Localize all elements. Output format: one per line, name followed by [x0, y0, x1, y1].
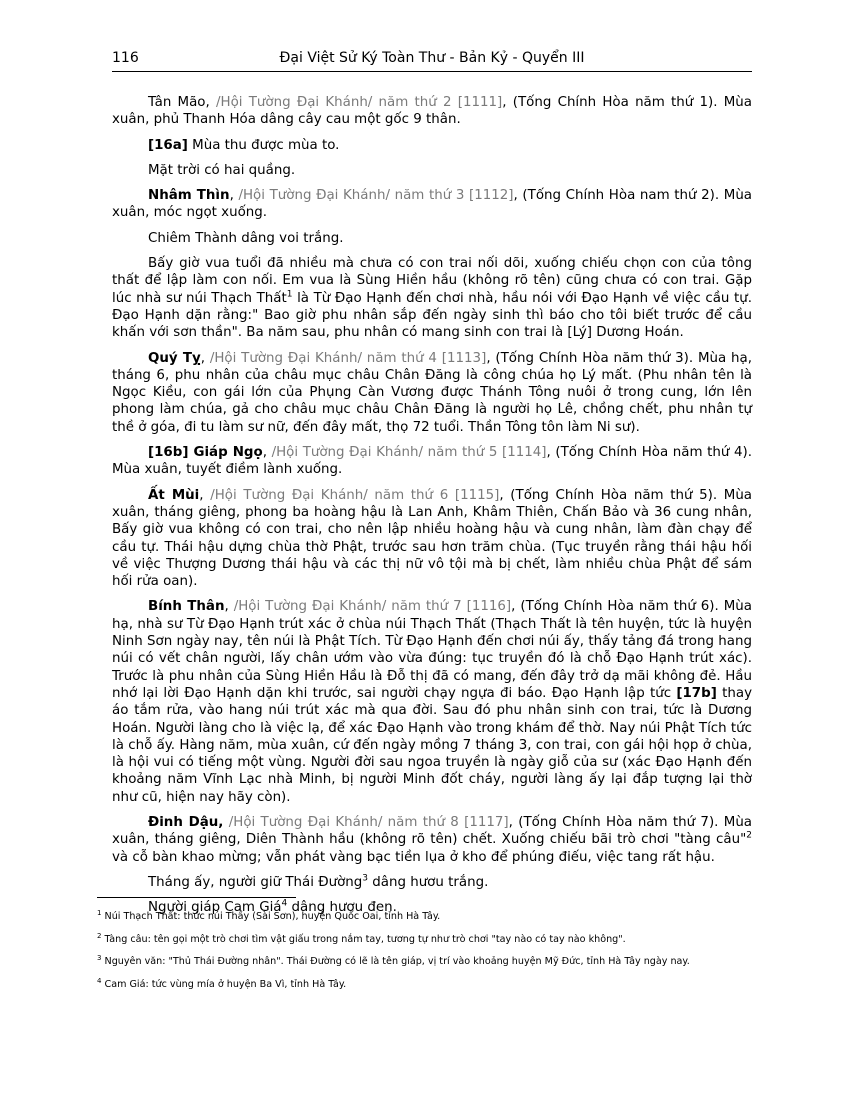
reign-era: /Hội Tường Đại Khánh/ năm thứ 3 [1112] [238, 188, 514, 204]
bold-heading: [16b] Giáp Ngọ [148, 445, 263, 461]
paragraph [112, 187, 752, 222]
paragraph [112, 874, 752, 891]
bold-heading: Bính Thân [148, 599, 225, 615]
bold-heading: Ất Mùi [148, 487, 200, 503]
bold-heading: [16a] [148, 137, 188, 153]
footnote-text: Cam Giá: tức vùng mía ở huyện Ba Vì, tỉnh Hà Tây. [101, 978, 347, 990]
paragraph [112, 350, 752, 436]
text-run: Chiêm Thành dâng voi trắng. [148, 230, 344, 246]
text-run: Bấy giờ vua tuổi đã nhiều mà chưa có con trai nối dõi, xuống chiếu chọn con của tông thất để lập làm con nối. Em vua là Sùng Hiền hầu (không rõ tên) cũng chưa có con trai. Gặp lúc nhà sư núi Thạch Thất [112, 256, 752, 306]
bold-heading: [17b] [676, 685, 717, 701]
text-run: , (Tống Chính Hòa năm thứ 5). Mùa xuân, tháng giêng, phong ba hoàng hậu là Lan Anh, Khâm Thiên, Chấn Bảo và 36 cung nhân, Bấy giờ vua không có con trai, cho nên lập nhiều hoàng hậu và cung nhân, làm đàn chạy để cầu tự. Thái hậu dựng chùa thờ Phật, trước sau hơn trăm chùa. (Tục truyền rằng thái hậu hối về việc Thượng Dương thái hậu và các thị nữ vô tội mà bị chết, làm nhiều chùa Phật để sám hối rửa oan). [112, 487, 753, 590]
footnote-number: 3 [97, 953, 102, 962]
text-run: và cỗ bàn khao mừng; vẫn phát vàng bạc tiền lụa ở kho để phúng điếu, việc tang rất hậu. [112, 849, 715, 865]
reign-era: /Hội Tường Đại Khánh/ năm thứ 8 [1117] [228, 814, 509, 830]
paragraph [112, 487, 752, 591]
footnote-number: 2 [97, 931, 102, 940]
paragraph [112, 255, 752, 341]
text-run: , (Tống Chính Hòa năm thứ 7). Mùa xuân, tháng giêng, Diên Thành hầu (không rõ tên) chết. Xuống chiếu bãi trò chơi "tàng câu" [112, 814, 753, 848]
text-run: , [262, 445, 272, 461]
bold-heading: Đinh Dậu, [148, 814, 224, 830]
reign-era: /Hội Tường Đại Khánh/ năm thứ 5 [1114] [271, 445, 547, 461]
reign-era: /Hội Tường Đại Khánh/ năm thứ 7 [1116] [233, 599, 512, 615]
reign-era: /Hội Tường Đại Khánh/ năm thứ 6 [1115] [210, 487, 500, 503]
reign-era: /Hội Tường Đại Khánh/ năm thứ 2 [1111] [216, 95, 503, 110]
paragraph [112, 598, 752, 806]
text-run: , [229, 188, 239, 204]
text-run: , (Tống Chính Hòa năm thứ 3). Mùa hạ, tháng 6, phu nhân của châu mục châu Chân Đăng là công chúa họ Lý mất. (Phu nhân tên là Ngọc Kiều, con gái lớn của Phụng Càn Vương được Thánh Tông nuôi ở trong cung, lớn lên phong làm chúa, gả cho châu mục châu Chân Đăng là người họ Lê, chồng chết, phu nhân tự thề ở góa, đi tu làm sư nữ, đến đây mất, thọ 72 tuổi. Thần Tông tôn làm Ni sư). [112, 350, 752, 435]
reign-era: /Hội Tường Đại Khánh/ năm thứ 4 [1113] [209, 350, 487, 366]
footnote-ref: 4 [281, 898, 288, 909]
text-run: Tân Mão, [148, 95, 216, 110]
footnote-ref: 2 [746, 830, 752, 841]
footnote-number: 1 [97, 908, 102, 917]
footnote [97, 976, 757, 991]
text-run: , (Tống Chính Hòa năm thứ 1). Mùa xuân, phủ Thanh Hóa dâng cây cau một gốc 9 thân. [112, 95, 752, 128]
text-run: , (Tống Chính Hòa năm thứ 4). Mùa xuân, tuyết điềm lành xuống. [112, 445, 752, 478]
paragraph [112, 230, 752, 247]
text-run: là Từ Đạo Hạnh đến chơi nhà, hầu nói với Đạo Hạnh về việc cầu tự. Đạo Hạnh dặn rằng:" Bao giờ phu nhân sắp đến ngày sinh thì báo cho tôi biết trước để cầu khấn với sơn thần". Ba năm sau, phu nhân có mang sinh con trai là [Lý] Dương Hoán. [112, 290, 752, 341]
footnote-ref: 3 [362, 873, 368, 884]
footnote-text: Tàng câu: tên gọi một trò chơi tìm vật giấu trong nắm tay, tương tự như trò chơi "tay nào có tay nào không". [101, 933, 626, 945]
paragraph [112, 94, 752, 129]
footnote [97, 931, 757, 946]
paragraph [112, 162, 752, 179]
paragraph [112, 814, 752, 866]
page-number: 116 [112, 50, 139, 66]
bold-heading: Quý Tỵ [148, 350, 201, 366]
footnote-text: Núi Thạch Thất: thức núi Thầy (Sài Sơn), huyện Quốc Oai, tỉnh Hà Tây. [101, 911, 441, 922]
text-run: , [199, 487, 211, 503]
text-run: dâng hươu trắng. [368, 874, 489, 890]
page-header [112, 48, 752, 72]
text-run: thay áo tắm rửa, vào hang núi trút xác mà qua đời. Sau đó phu nhân sinh con trai, tức là Dương Hoán. Người làng cho là việc lạ, để xác Đạo Hạnh vào trong khám để thờ. Nay núi Phật Tích tức là chỗ ấy. Hàng năm, mùa xuân, cứ đến ngày mồng 7 tháng 3, con trai, con gái hội họp ở chùa, là hội vui có tiếng một vùng. Người đời sau ngoa truyền là ngày giỗ của sư (xác Đạo Hạnh đến khoảng năm Vĩnh Lạc nhà Minh, bị người Minh đốt cháy, người làng ấy lại đắp tượng lại thờ như cũ, hiện nay hãy còn). [112, 685, 752, 805]
text-run: Mùa thu được mùa to. [187, 137, 340, 153]
footnote-rule [97, 897, 296, 898]
header-rule [112, 71, 752, 72]
bold-heading: Nhâm Thìn [148, 188, 230, 204]
text-run: dâng hươu đen. [287, 900, 397, 916]
text-run: Tháng ấy, người giữ Thái Đường [148, 874, 363, 890]
footnote-ref: 1 [286, 289, 293, 300]
paragraph [112, 444, 752, 479]
text-run: Mặt trời có hai quầng. [148, 162, 296, 178]
footnote-text: Nguyên văn: "Thủ Thái Đường nhân". Thái Đường có lẽ là tên giáp, vị trí vào khoảng huyện Mỹ Đức, tỉnh Hà Tây ngày nay. [101, 956, 690, 967]
text-run: , (Tống Chính Hòa năm thứ 6). Mùa hạ, nhà sư Từ Đạo Hạnh trút xác ở chùa núi Thạch Thất (Thạch Thất là tên huyện, tức là huyện Ninh Sơn ngày nay, tên núi là Phật Tích. Từ Đạo Hạnh đến chơi núi ấy, thấy tảng đá trong hang núi có vết chân người, lấy chân ướm vào vừa đúng: tục truyền đó là chỗ Đạo Hạnh trút xác). Trước là phu nhân của Sùng Hiền Hầu là Đỗ thị đã có mang, đến đây trở dạ mãi không đẻ. Hầu nhớ lại lời Đạo Hạnh dặn khi trước, sai người chạy ngựa đi báo. Đạo Hạnh lập tức [112, 599, 752, 701]
text-run: Người giáp Cam Giá [148, 900, 282, 916]
text-run: , (Tống Chính Hòa nam thứ 2). Mùa xuân, móc ngọt xuống. [112, 188, 753, 221]
text-run: , [224, 599, 234, 615]
text-run: , [200, 350, 210, 366]
main-text [112, 94, 752, 924]
footnote [97, 953, 757, 968]
paragraph [112, 137, 752, 154]
footnote-number: 4 [97, 976, 102, 985]
page-title: Đại Việt Sử Ký Toàn Thư - Bản Kỷ - Quyển III [279, 50, 585, 66]
